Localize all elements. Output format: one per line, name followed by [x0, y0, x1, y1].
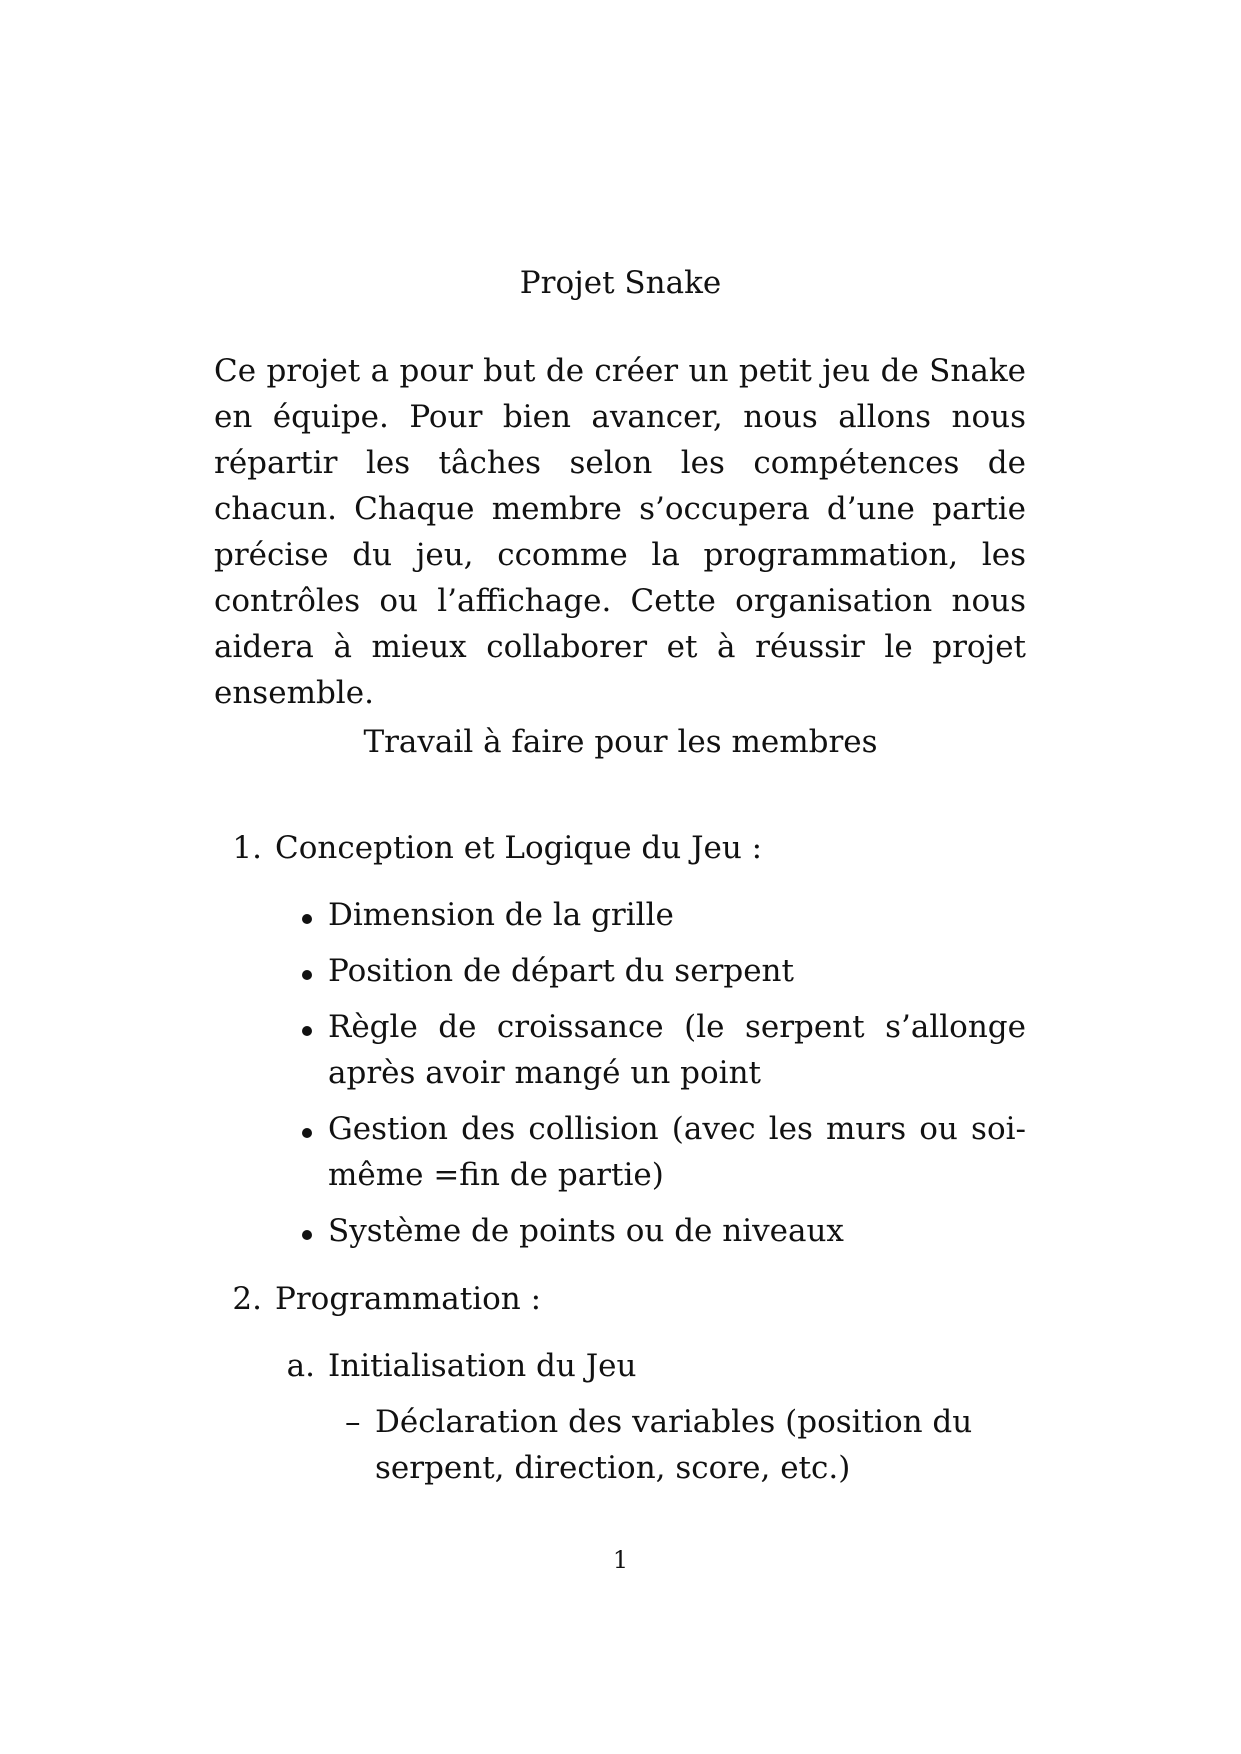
sub-enumerated-item-a-label: a.: [286, 1348, 315, 1384]
sub-enumerated-item-a-heading: Initialisation du Jeu: [328, 1348, 637, 1384]
bullet-icon: [302, 1128, 312, 1138]
intro-paragraph: Ce projet a pour but de créer un petit jeu de Snake en équipe. Pour bien avancer, nous allons nous répartir les tâches selon les compétences de chacun. Chaque membre s’occupera d’une partie précise du jeu, ccomme la programmation, les contrôles ou l’affichage. Cette organisation nous aidera à mieux collaborer et à réussir le projet ensemble.: [214, 353, 1026, 711]
bullet-item-text: Position de départ du serpent: [328, 953, 794, 989]
bullet-icon: [302, 970, 312, 980]
bullet-icon: [302, 914, 312, 924]
enumerated-item-1-label: 1.: [232, 830, 262, 866]
page-number: 1: [612, 1546, 629, 1574]
enumerated-item-2: [0, 1276, 1241, 1322]
sub-enumerated-item-a: [0, 1343, 1241, 1389]
bullet-item-text: Dimension de la grille: [328, 897, 674, 933]
enumerated-item-1: [0, 825, 1241, 871]
bullet-item-text: Système de points ou de niveaux: [328, 1213, 844, 1249]
document-title: Projet Snake: [519, 265, 722, 301]
enumerated-item-1-heading: Conception et Logique du Jeu :: [275, 830, 763, 866]
section-heading: Travail à faire pour les membres: [363, 724, 878, 760]
bullet-item-text: Règle de croissance (le serpent s’allonge après avoir mangé un point: [328, 1009, 1026, 1091]
bullet-icon: [302, 1026, 312, 1036]
enumerated-item-2-label: 2.: [232, 1281, 262, 1317]
dash-icon: –: [345, 1404, 361, 1440]
bullet-item-text: Gestion des collision (avec les murs ou soi-même =fin de partie): [328, 1111, 1026, 1193]
bullet-icon: [302, 1230, 312, 1240]
dash-item-text: Déclaration des variables (position du serpent, direction, score, etc.): [375, 1404, 973, 1486]
enumerated-item-2-heading: Programmation :: [275, 1281, 542, 1317]
